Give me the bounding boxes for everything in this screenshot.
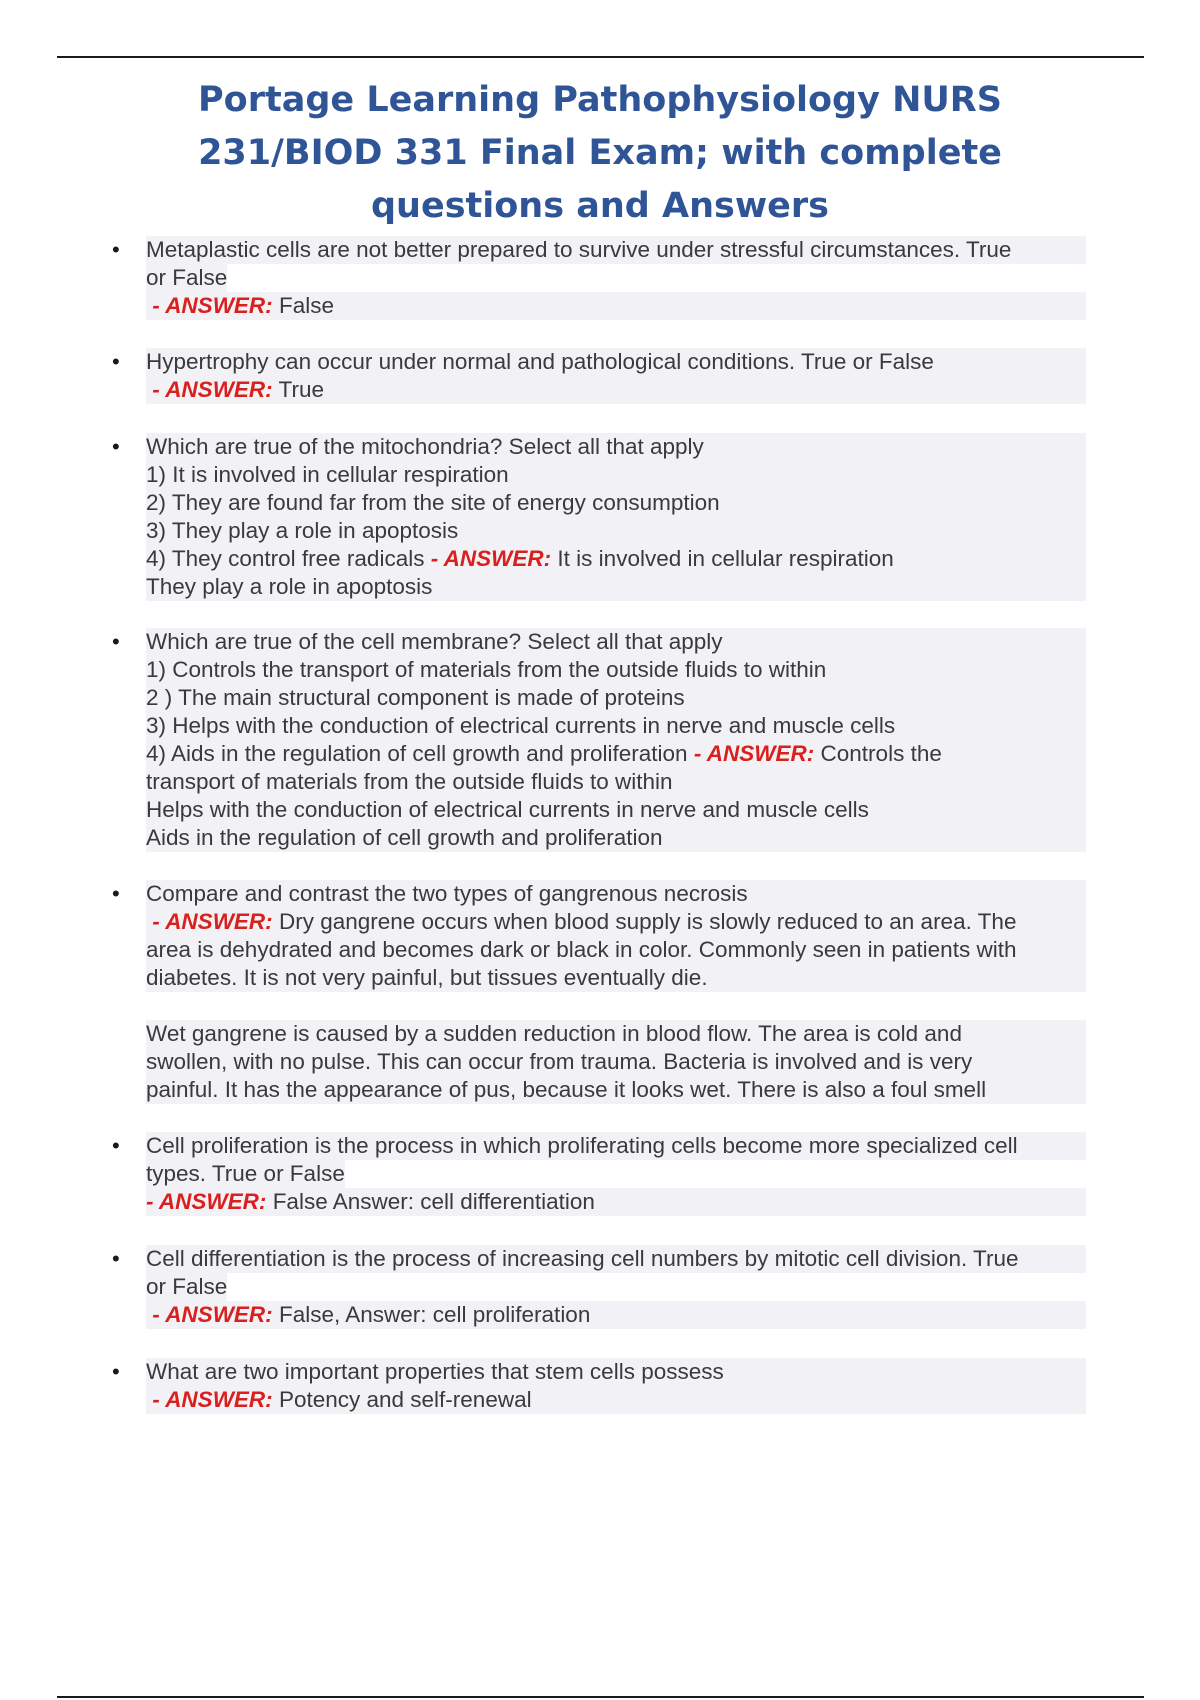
answer-line: swollen, with no pulse. This can occur from trauma. Bacteria is involved and is very: [146, 1048, 1086, 1076]
qa-item: [112, 433, 1086, 601]
question-line: Cell proliferation is the process in which proliferating cells become more specialized cell: [146, 1132, 1086, 1160]
answer-line: - ANSWER: Dry gangrene occurs when blood supply is slowly reduced to an area. The: [146, 908, 1086, 936]
bullet-icon: •: [112, 1246, 120, 1271]
bullet-icon: •: [112, 1359, 120, 1384]
answer-line: diabetes. It is not very painful, but tissues eventually die.: [146, 964, 1086, 992]
qa-item: [112, 1132, 1086, 1216]
bottom-rule: [57, 1696, 1144, 1698]
title-line: 231/BIOD 331 Final Exam; with complete: [198, 133, 1002, 173]
question-line: 1) It is involved in cellular respiration: [146, 461, 1086, 489]
answer-marker: - ANSWER:: [152, 293, 273, 318]
qa-item: [112, 1245, 1086, 1329]
question-answer-line: 4) Aids in the regulation of cell growth and proliferation - ANSWER: Controls the: [146, 740, 1086, 768]
qa-item: [112, 628, 1086, 852]
answer-line: - ANSWER: False: [146, 292, 1086, 320]
bullet-icon: •: [112, 349, 120, 374]
question-line: 3) Helps with the conduction of electrical currents in nerve and muscle cells: [146, 712, 1086, 740]
question-line: Cell differentiation is the process of increasing cell numbers by mitotic cell division. True: [146, 1245, 1086, 1273]
question-answer-line: 4) They control free radicals - ANSWER: It is involved in cellular respiration: [146, 545, 1086, 573]
answer-line: painful. It has the appearance of pus, because it looks wet. There is also a foul smell: [146, 1076, 1086, 1104]
qa-item: [112, 880, 1086, 1104]
bullet-icon: •: [112, 1133, 120, 1158]
question-line: types. True or False: [146, 1161, 345, 1186]
question-line: Which are true of the mitochondria? Select all that apply: [146, 433, 1086, 461]
answer-marker: - ANSWER:: [693, 741, 815, 766]
answer-line: Helps with the conduction of electrical currents in nerve and muscle cells: [146, 796, 1086, 824]
answer-line: area is dehydrated and becomes dark or black in color. Commonly seen in patients with: [146, 936, 1086, 964]
question-line: Metaplastic cells are not better prepared to survive under stressful circumstances. True: [146, 236, 1086, 264]
answer-line: - ANSWER: False Answer: cell differentiation: [146, 1188, 1086, 1216]
qa-item: [112, 236, 1086, 320]
answer-line: - ANSWER: True: [146, 376, 1086, 404]
bullet-icon: •: [112, 434, 120, 459]
answer-marker: - ANSWER:: [430, 546, 552, 571]
question-line: Compare and contrast the two types of gangrenous necrosis: [146, 880, 1086, 908]
question-line: Hypertrophy can occur under normal and pathological conditions. True or False: [146, 348, 1086, 376]
question-line: or False: [146, 265, 228, 290]
answer-marker: - ANSWER:: [152, 909, 273, 934]
answer-line: transport of materials from the outside fluids to within: [146, 768, 1086, 796]
page-title: [150, 74, 1050, 233]
top-rule: [57, 56, 1144, 58]
answer-line: - ANSWER: False, Answer: cell proliferation: [146, 1301, 1086, 1329]
title-line: Portage Learning Pathophysiology NURS: [198, 80, 1002, 120]
answer-line: Aids in the regulation of cell growth and proliferation: [146, 824, 1086, 852]
answer-marker: - ANSWER:: [152, 377, 273, 402]
question-line: 2 ) The main structural component is made of proteins: [146, 684, 1086, 712]
answer-line: They play a role in apoptosis: [146, 573, 1086, 601]
question-line: What are two important properties that stem cells possess: [146, 1358, 1086, 1386]
bullet-icon: •: [112, 629, 120, 654]
question-line: 3) They play a role in apoptosis: [146, 517, 1086, 545]
title-line: questions and Answers: [370, 186, 830, 226]
answer-marker: - ANSWER:: [146, 1189, 267, 1214]
qa-item: [112, 348, 1086, 404]
answer-line: Wet gangrene is caused by a sudden reduction in blood flow. The area is cold and: [146, 1020, 1086, 1048]
question-line: 2) They are found far from the site of energy consumption: [146, 489, 1086, 517]
question-line: Which are true of the cell membrane? Select all that apply: [146, 628, 1086, 656]
answer-line: - ANSWER: Potency and self-renewal: [146, 1386, 1086, 1414]
bullet-icon: •: [112, 237, 120, 262]
answer-marker: - ANSWER:: [152, 1387, 273, 1412]
question-line: 1) Controls the transport of materials from the outside fluids to within: [146, 656, 1086, 684]
bullet-icon: •: [112, 881, 120, 906]
qa-item: [112, 1358, 1086, 1414]
answer-marker: - ANSWER:: [152, 1302, 273, 1327]
question-line: or False: [146, 1274, 228, 1299]
paragraph-gap: [146, 992, 1086, 1020]
